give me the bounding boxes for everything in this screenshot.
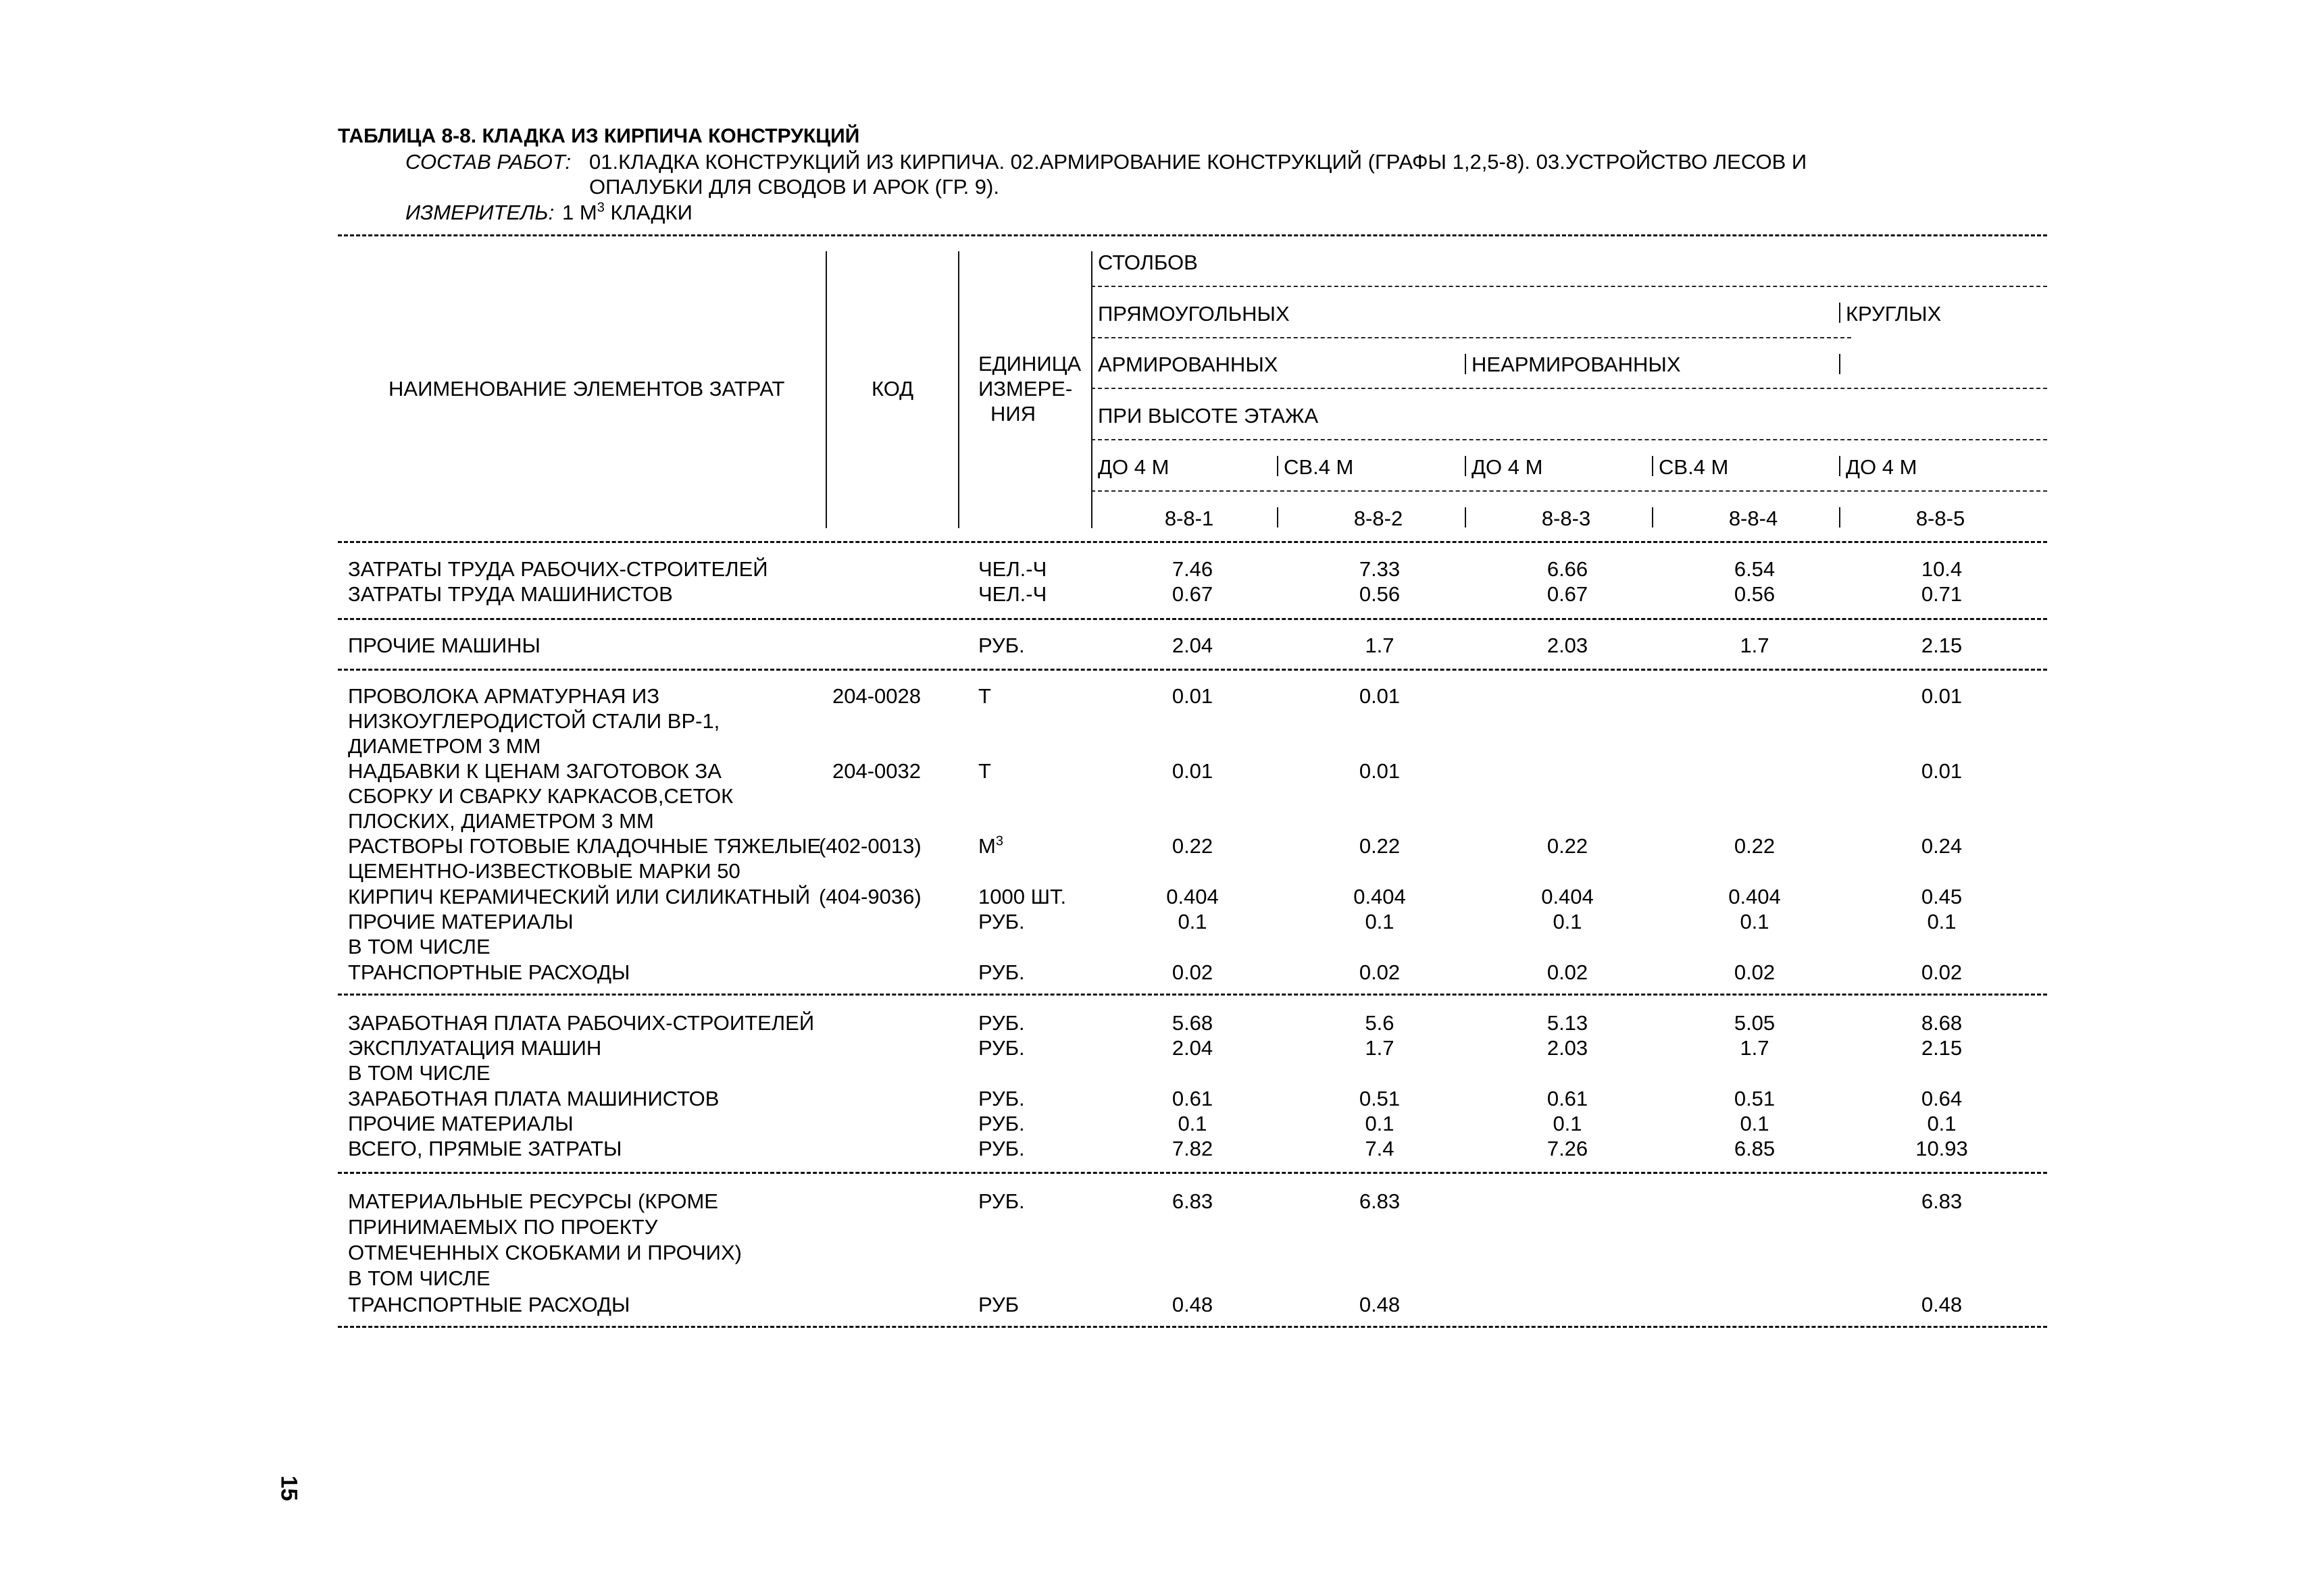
table-cell: 0.404 [1166, 885, 1219, 908]
col-divider-c2 [1277, 507, 1278, 527]
table-cell: 0.01 [1359, 759, 1401, 783]
head-unit-1: ЕДИНИЦА [978, 352, 1082, 376]
table-cell: 0.22 [1359, 834, 1401, 858]
rule-head-2 [1091, 337, 1851, 338]
row-other-materials-sub: В ТОМ ЧИСЛЕ [348, 935, 491, 958]
table-cell: 0.02 [1921, 960, 1963, 984]
table-cell: 6.83 [1921, 1189, 1963, 1213]
head-group-nonreinf: НЕАРМИРОВАННЫХ [1472, 353, 1681, 376]
table-cell: 0.01 [1921, 684, 1963, 708]
table-cell: 0.02 [1546, 960, 1588, 984]
row-material-resources-unit: РУБ. [978, 1189, 1025, 1213]
measure-value: 1 $М^3$ КЛАДКИ [562, 200, 693, 224]
table-cell: 0.61 [1172, 1087, 1213, 1110]
row-surcharge-unit: Т [978, 759, 991, 783]
head-code-5: 8-8-5 [1915, 507, 1965, 530]
work-text-line-1: 01.КЛАДКА КОНСТРУКЦИЙ ИЗ КИРПИЧА. 02.АРМИРОВАНИЕ КОНСТРУКЦИЙ (ГРАФЫ 1,2,5-8). 03.УСТРОЙСТВО ЛЕСОВ И [589, 150, 1807, 174]
table-cell: 7.26 [1546, 1137, 1588, 1160]
table-cell: 0.64 [1921, 1087, 1963, 1110]
row-brick-code: (404-9036) [819, 885, 922, 908]
table-cell: 0.01 [1172, 759, 1213, 783]
table-cell: 10.93 [1915, 1137, 1968, 1160]
table-cell: 5.6 [1365, 1011, 1394, 1035]
table-cell: 0.1 [1178, 910, 1207, 933]
table-cell: 7.4 [1365, 1137, 1394, 1160]
head-height-1: ДО 4 М [1098, 455, 1169, 479]
col-divider-h4 [1652, 456, 1653, 476]
table-cell: 1.7 [1740, 634, 1769, 657]
table-cell: 2.03 [1546, 634, 1588, 657]
col-divider-h3 [1465, 456, 1466, 476]
col-divider-h5 [1839, 456, 1840, 476]
rule-head-1 [1091, 286, 2047, 287]
row-labor-workers-unit: ЧЕЛ.-Ч [978, 557, 1047, 581]
table-cell: 0.1 [1740, 1112, 1769, 1135]
table-cell: 2.04 [1172, 634, 1213, 657]
table-cell: 1.7 [1365, 1036, 1394, 1060]
table-cell: 0.02 [1734, 960, 1776, 984]
row-surcharge-line-1: НАДБАВКИ К ЦЕНАМ ЗАГОТОВОК ЗА [348, 759, 722, 783]
row-material-resources-3: ОТМЕЧЕННЫХ СКОБКАМИ И ПРОЧИХ) [348, 1241, 742, 1264]
table-cell: 0.1 [1178, 1112, 1207, 1135]
col-divider-c4 [1652, 507, 1653, 527]
row-wire-code: 204-0028 [832, 684, 922, 708]
col-divider-c5 [1839, 507, 1840, 527]
row-transport-unit: РУБ. [978, 960, 1025, 984]
row-machine-operation-sub: В ТОМ ЧИСЛЕ [348, 1061, 491, 1085]
head-group-round: КРУГЛЫХ [1846, 302, 1942, 326]
row-material-resources-2: ПРИНИМАЕМЫХ ПО ПРОЕКТУ [348, 1215, 658, 1239]
row-brick: КИРПИЧ КЕРАМИЧЕСКИЙ ИЛИ СИЛИКАТНЫЙ [348, 885, 811, 908]
table-cell: 0.1 [1365, 1112, 1394, 1135]
row-other-materials-unit: РУБ. [978, 910, 1025, 933]
rule-group-1 [338, 618, 2047, 620]
row-surcharge-code: 204-0032 [832, 759, 922, 783]
rule-group-4 [338, 1172, 2047, 1174]
table-cell: 0.404 [1353, 885, 1406, 908]
row-surcharge-line-2: СБОРКУ И СВАРКУ КАРКАСОВ,СЕТОК [348, 784, 734, 808]
table-cell: 0.404 [1728, 885, 1781, 908]
head-name-col: НАИМЕНОВАНИЕ ЭЛЕМЕНТОВ ЗАТРАТ [388, 377, 785, 401]
col-divider-round [1839, 303, 1840, 323]
table-cell: 0.1 [1553, 1112, 1582, 1135]
table-cell: 0.02 [1359, 960, 1401, 984]
head-height-3: ДО 4 М [1472, 455, 1543, 479]
row-wire-line-2: НИЗКОУГЛЕРОДИСТОЙ СТАЛИ ВР-1, [348, 709, 720, 733]
row-mortar-line-1: РАСТВОРЫ ГОТОВЫЕ КЛАДОЧНЫЕ ТЯЖЕЛЫЕ [348, 834, 822, 858]
table-cell: 2.15 [1921, 1036, 1963, 1060]
rule-head-5 [1091, 490, 2047, 492]
rule-group-2 [338, 669, 2047, 671]
head-height-5: ДО 4 М [1846, 455, 1917, 479]
head-code-1: 8-8-1 [1164, 507, 1214, 530]
table-cell: 7.46 [1172, 557, 1213, 581]
row-machine-operation-unit: РУБ. [978, 1036, 1025, 1060]
rule-head-bottom [338, 541, 2047, 543]
table-cell: 7.82 [1172, 1137, 1213, 1160]
table-cell: 0.02 [1172, 960, 1213, 984]
table-cell: 0.24 [1921, 834, 1963, 858]
row-machine-operation: ЭКСПЛУАТАЦИЯ МАШИН [348, 1036, 602, 1060]
rule-head-4 [1091, 439, 2047, 440]
head-code-col: КОД [872, 377, 914, 401]
table-cell: 0.22 [1546, 834, 1588, 858]
table-cell: 0.1 [1927, 1112, 1957, 1135]
head-unit-2: ИЗМЕРЕ- [978, 377, 1073, 401]
head-code-3: 8-8-3 [1541, 507, 1591, 530]
table-cell: 6.54 [1734, 557, 1776, 581]
table-cell: 0.22 [1734, 834, 1776, 858]
row-other-machines: ПРОЧИЕ МАШИНЫ [348, 634, 540, 657]
table-title: ТАБЛИЦА 8-8. КЛАДКА ИЗ КИРПИЧА КОНСТРУКЦИЙ [338, 125, 860, 147]
col-divider-c3 [1465, 507, 1466, 527]
table-cell: 1.7 [1365, 634, 1394, 657]
row-labor-machinists: ЗАТРАТЫ ТРУДА МАШИНИСТОВ [348, 582, 673, 606]
col-divider-code [958, 251, 959, 528]
row-brick-unit: 1000 ШТ. [978, 885, 1067, 908]
row-labor-workers: ЗАТРАТЫ ТРУДА РАБОЧИХ-СТРОИТЕЛЕЙ [348, 557, 768, 581]
row-material-resources-1: МАТЕРИАЛЬНЫЕ РЕСУРСЫ (КРОМЕ [348, 1189, 718, 1213]
head-height-4: СВ.4 М [1659, 455, 1729, 479]
table-cell: 0.56 [1734, 582, 1776, 606]
row-wages-workers-unit: РУБ. [978, 1011, 1025, 1035]
table-cell: 0.67 [1546, 582, 1588, 606]
row-wages-machinists: ЗАРАБОТНАЯ ПЛАТА МАШИНИСТОВ [348, 1087, 720, 1110]
col-divider-nonreinf [1465, 354, 1466, 374]
table-cell: 6.83 [1359, 1189, 1401, 1213]
row-total-direct: ВСЕГО, ПРЯМЫЕ ЗАТРАТЫ [348, 1137, 622, 1160]
row-transport-2-unit: РУБ [978, 1293, 1020, 1316]
row-labor-machinists-unit: ЧЕЛ.-Ч [978, 582, 1047, 606]
table-cell: 0.01 [1172, 684, 1213, 708]
row-surcharge-line-3: ПЛОСКИХ, ДИАМЕТРОМ 3 ММ [348, 809, 654, 833]
table-cell: 10.4 [1921, 557, 1963, 581]
table-cell: 6.66 [1546, 557, 1588, 581]
col-divider-unit [1091, 251, 1092, 528]
table-cell: 0.1 [1927, 910, 1957, 933]
row-other-materials: ПРОЧИЕ МАТЕРИАЛЫ [348, 910, 574, 933]
measure-label: ИЗМЕРИТЕЛЬ: [405, 201, 555, 224]
table-cell: 0.71 [1921, 582, 1963, 606]
head-group-main: СТОЛБОВ [1098, 251, 1198, 274]
table-cell: 1.7 [1740, 1036, 1769, 1060]
work-label: СОСТАВ РАБОТ: [405, 150, 572, 174]
head-height-2: СВ.4 М [1284, 455, 1354, 479]
rule-head-3 [1091, 388, 2047, 389]
row-transport: ТРАНСПОРТНЫЕ РАСХОДЫ [348, 960, 630, 984]
rule-top [338, 234, 2047, 236]
table-cell: 0.404 [1541, 885, 1594, 908]
head-height-label: ПРИ ВЫСОТЕ ЭТАЖА [1098, 404, 1319, 428]
table-cell: 2.04 [1172, 1036, 1213, 1060]
row-mortar-line-2: ЦЕМЕНТНО-ИЗВЕСТКОВЫЕ МАРКИ 50 [348, 859, 740, 883]
row-other-materials-2: ПРОЧИЕ МАТЕРИАЛЫ [348, 1112, 574, 1135]
table-cell: 0.01 [1359, 684, 1401, 708]
table-cell: 0.51 [1734, 1087, 1776, 1110]
row-mortar-code: (402-0013) [819, 834, 922, 858]
rule-group-3 [338, 994, 2047, 996]
table-cell: 8.68 [1921, 1011, 1963, 1035]
table-cell: 0.51 [1359, 1087, 1401, 1110]
head-code-2: 8-8-2 [1353, 507, 1403, 530]
table-cell: 2.15 [1921, 634, 1963, 657]
row-wire-line-3: ДИАМЕТРОМ 3 ММ [348, 734, 541, 758]
head-group-rect: ПРЯМОУГОЛЬНЫХ [1098, 302, 1290, 326]
work-text-line-2: ОПАЛУБКИ ДЛЯ СВОДОВ И АРОК (ГР. 9). [589, 175, 999, 199]
table-cell: 0.1 [1740, 910, 1769, 933]
table-cell: 6.85 [1734, 1137, 1776, 1160]
table-cell: 5.05 [1734, 1011, 1776, 1035]
head-code-4: 8-8-4 [1728, 507, 1778, 530]
table-cell: 0.01 [1921, 759, 1963, 783]
col-divider-reinf-end [1839, 354, 1840, 374]
page-number: 15 [276, 1475, 302, 1501]
head-unit-3: НИЯ [990, 402, 1036, 426]
row-mortar-unit: $М^3$ [978, 833, 1003, 858]
table-cell: 0.48 [1172, 1293, 1213, 1316]
table-cell: 6.83 [1172, 1189, 1213, 1213]
col-divider-name [826, 251, 827, 528]
row-other-machines-unit: РУБ. [978, 634, 1025, 657]
row-wages-workers: ЗАРАБОТНАЯ ПЛАТА РАБОЧИХ-СТРОИТЕЛЕЙ [348, 1011, 815, 1035]
table-cell: 0.1 [1365, 910, 1394, 933]
table-cell: 0.48 [1921, 1293, 1963, 1316]
row-total-direct-unit: РУБ. [978, 1137, 1025, 1160]
table-cell: 2.03 [1546, 1036, 1588, 1060]
row-material-resources-4: В ТОМ ЧИСЛЕ [348, 1266, 491, 1290]
table-cell: 0.67 [1172, 582, 1213, 606]
table-cell: 5.13 [1546, 1011, 1588, 1035]
table-cell: 5.68 [1172, 1011, 1213, 1035]
table-cell: 0.22 [1172, 834, 1213, 858]
row-wages-machinists-unit: РУБ. [978, 1087, 1025, 1110]
table-cell: 0.45 [1921, 885, 1963, 908]
head-group-reinf: АРМИРОВАННЫХ [1098, 353, 1278, 376]
rule-bottom [338, 1326, 2047, 1328]
row-other-materials-2-unit: РУБ. [978, 1112, 1025, 1135]
row-transport-2: ТРАНСПОРТНЫЕ РАСХОДЫ [348, 1293, 630, 1316]
table-cell: 7.33 [1359, 557, 1401, 581]
row-wire-line-1: ПРОВОЛОКА АРМАТУРНАЯ ИЗ [348, 684, 660, 708]
table-cell: 0.48 [1359, 1293, 1401, 1316]
table-cell: 0.61 [1546, 1087, 1588, 1110]
table-cell: 0.56 [1359, 582, 1401, 606]
row-wire-unit: Т [978, 684, 991, 708]
table-cell: 0.1 [1553, 910, 1582, 933]
col-divider-h2 [1277, 456, 1278, 476]
